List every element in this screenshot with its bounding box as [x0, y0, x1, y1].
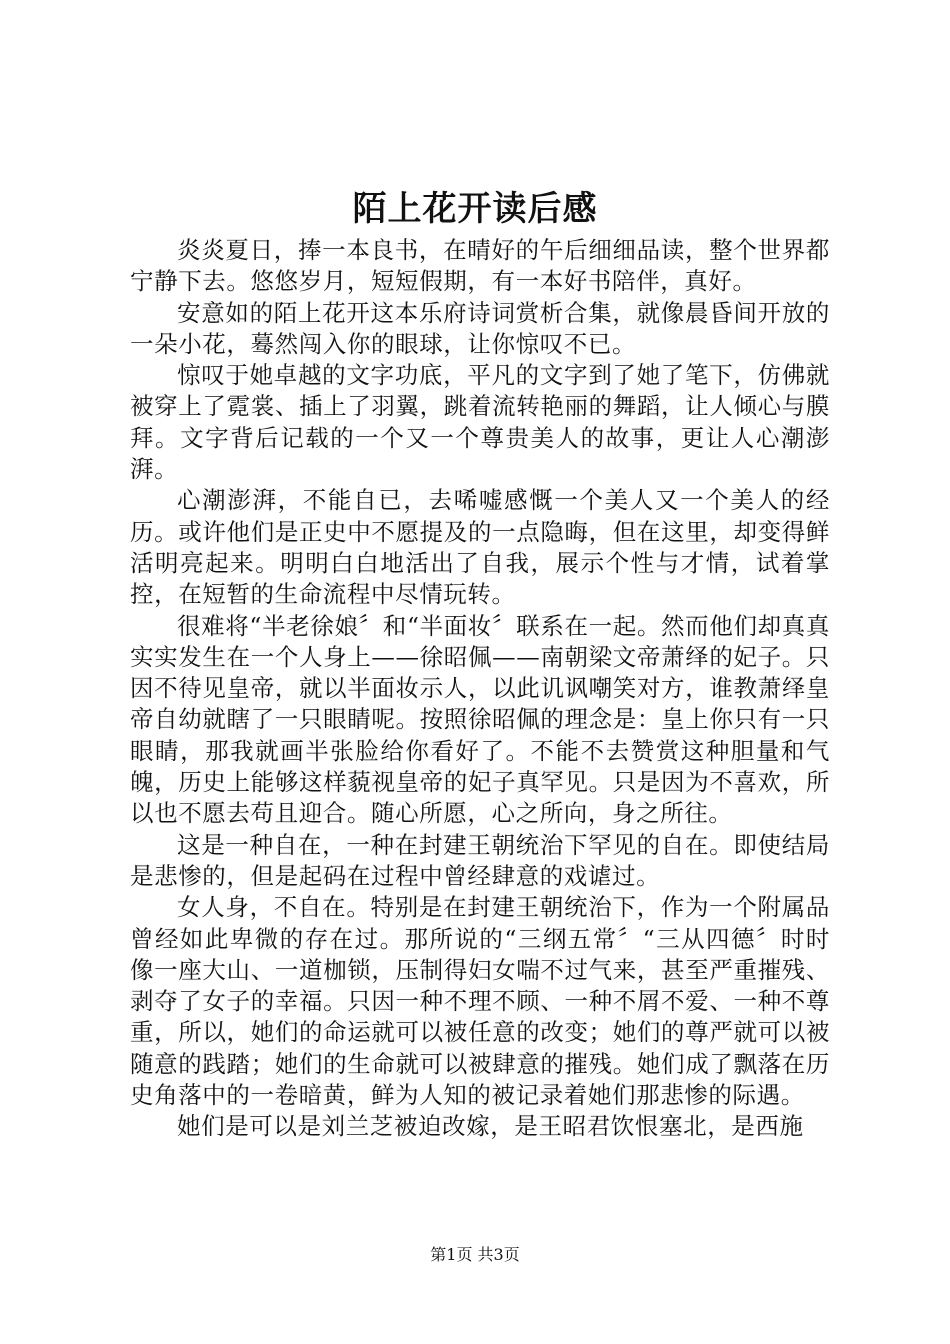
paragraph: 心潮澎湃，不能自已，去唏嘘感慨一个美人又一个美人的经历。或许他们是正史中不愿提及的一点隐晦，但在这里，却变得鲜活明亮起来。明明白白地活出了自我，展示个性与才情，试着掌控，在短暂的生命流程中尽情玩转。: [130, 486, 830, 609]
document-title: 陌上花开读后感: [352, 189, 598, 229]
paragraph: 女人身，不自在。特别是在封建王朝统治下，作为一个附属品曾经如此卑微的存在过。那所说的“三纲五常〞“三从四德〞时时像一座大山、一道枷锁，压制得妇女喘不过气来，甚至严重摧残、剥夺了女子的幸福。只因一种不理不顾、一种不屑不爱、一种不尊重，所以，她们的命运就可以被任意的改变；她们的尊严就可以被随意的践踏；她们的生命就可以被肆意的摧残。她们成了飘落在历史角落中的一卷暗黄，鲜为人知的被记录着她们那悲惨的际遇。: [130, 893, 830, 1110]
paragraph: 她们是可以是刘兰芝被迫改嫁，是王昭君饮恨塞北，是西施: [177, 1112, 804, 1141]
document-body: [130, 235, 830, 1143]
paragraph: 很难将“半老徐娘〞和“半面妆〞联系在一起。然而他们却真真实实发生在一个人身上——徐昭佩——南朝梁文帝萧绎的妃子。只因不待见皇帝，就以半面妆示人，以此讥讽嘲笑对方，谁教萧绎皇帝自幼就瞎了一只眼睛呢。按照徐昭佩的理念是：皇上你只有一只眼睛，那我就画半张脸给你看好了。不能不去赞赏这种胆量和气魄，历史上能够这样藐视皇帝的妃子真罕见。只是因为不喜欢，所以也不愿去苟且迎合。随心所愿，心之所向，身之所往。: [130, 611, 830, 828]
paragraph: 安意如的陌上花开这本乐府诗词赏析合集，就像晨昏间开放的一朵小花，蓦然闯入你的眼球，让你惊叹不已。: [130, 298, 830, 358]
paragraph: 惊叹于她卓越的文字功底，平凡的文字到了她了笔下，仿佛就被穿上了霓裳、插上了羽翼，跳着流转艳丽的舞蹈，让人倾心与膜拜。文字背后记载的一个又一个尊贵美人的故事，更让人心潮澎湃。: [130, 361, 830, 484]
page-footer: 第1页 共3页: [430, 1245, 520, 1264]
paragraph: 炎炎夏日，捧一本良书，在晴好的午后细细品读，整个世界都宁静下去。悠悠岁月，短短假期，有一本好书陪伴，真好。: [130, 236, 830, 296]
paragraph: 这是一种自在，一种在封建王朝统治下罕见的自在。即使结局是悲惨的，但是起码在过程中曾经肆意的戏谑过。: [130, 830, 830, 890]
